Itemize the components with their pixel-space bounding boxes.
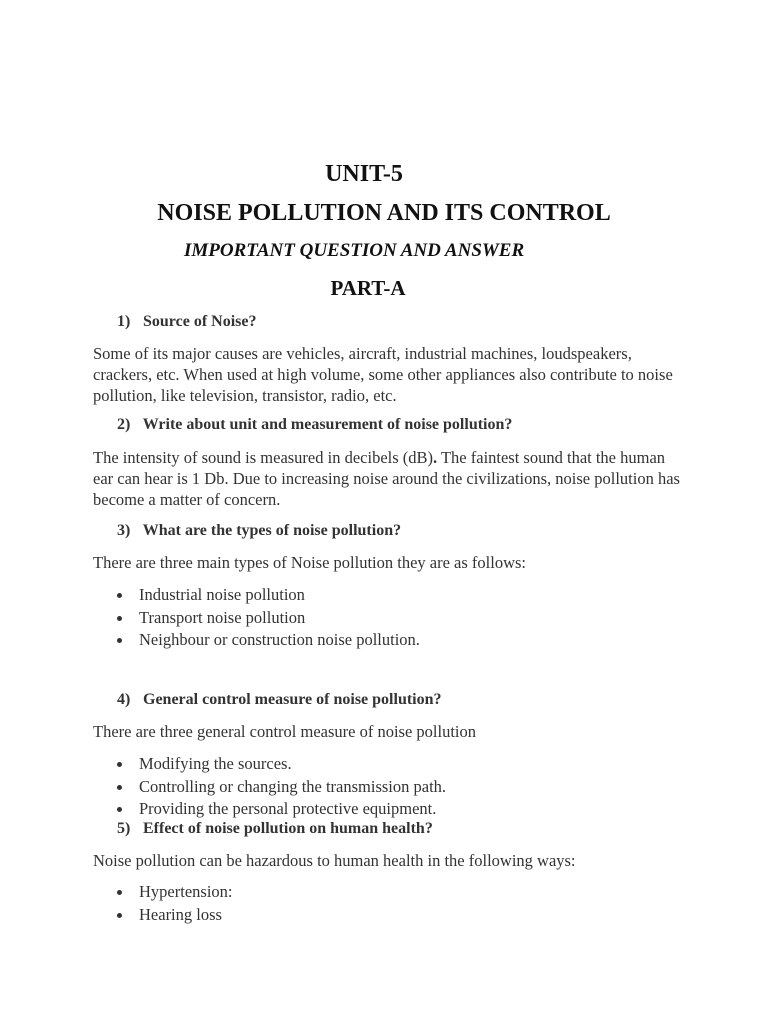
question-4 — [117, 691, 442, 709]
list-item — [117, 629, 420, 652]
list-item-text: Industrial noise pollution — [139, 585, 305, 604]
bullet-icon — [117, 807, 122, 812]
question-text: What are the types of noise pollution? — [142, 522, 402, 539]
list-item — [117, 607, 420, 630]
answer-4: There are three general control measure of noise pollution — [93, 722, 477, 741]
bullet-icon — [117, 890, 122, 895]
question-2 — [117, 416, 512, 434]
list-item-text: Transport noise pollution — [139, 607, 306, 627]
answer-4-list — [117, 753, 446, 821]
bullet-icon — [117, 762, 122, 767]
answer-3: There are three main types of Noise pollution they are as follows: — [93, 553, 526, 572]
question-number: 3) — [117, 522, 131, 539]
question-number: 1) — [117, 313, 131, 330]
list-item — [117, 776, 446, 799]
list-item-text: Hypertension: — [139, 882, 233, 901]
question-text: General control measure of noise pollution? — [143, 691, 442, 708]
bullet-icon — [117, 593, 122, 598]
list-item — [117, 584, 420, 607]
answer-5: Noise pollution can be hazardous to human health in the following ways: — [93, 851, 576, 870]
question-number: 2) — [117, 416, 131, 433]
list-item — [117, 904, 232, 927]
list-item-text: Hearing loss — [139, 904, 222, 924]
answer-2 — [93, 447, 689, 510]
list-item-text: Modifying the sources. — [139, 754, 292, 773]
question-number: 5) — [117, 820, 131, 837]
unit-heading: UNIT-5 — [325, 161, 403, 187]
answer-3-list — [117, 584, 420, 652]
question-3 — [117, 522, 401, 540]
document-subtitle: IMPORTANT QUESTION AND ANSWER — [184, 240, 525, 261]
list-item — [117, 881, 232, 904]
bullet-icon — [117, 616, 122, 621]
question-1 — [117, 313, 256, 331]
question-number: 4) — [117, 691, 131, 708]
bullet-icon — [117, 913, 122, 918]
answer-2-part-a: The intensity of sound is measured in decibels (dB) — [93, 448, 434, 467]
answer-5-list — [117, 881, 232, 926]
answer-2-part-b: The faintest sound that the human ear can hear is 1 Db. Due to increasing noise around the civilizations, noise pollution has become a matter of concern. — [93, 448, 680, 509]
list-item — [117, 798, 446, 821]
part-heading: PART-A — [330, 276, 406, 300]
question-5 — [117, 820, 433, 838]
question-text: Write about unit and measurement of noise pollution? — [142, 416, 513, 433]
bullet-icon — [117, 638, 122, 643]
answer-1: Some of its major causes are vehicles, aircraft, industrial machines, loudspeakers, crackers, etc. When used at high volume, some other appliances also contribute to noise pollution, like television, transistor, radio, etc. — [93, 344, 673, 405]
list-item-text: Controlling or changing the transmission path. — [139, 776, 447, 796]
question-text: Effect of noise pollution on human health? — [143, 820, 433, 837]
bullet-icon — [117, 785, 122, 790]
answer-2-dot: . — [433, 448, 438, 467]
list-item-text: Providing the personal protective equipment. — [139, 799, 437, 818]
document-title: NOISE POLLUTION AND ITS CONTROL — [157, 200, 611, 226]
list-item-text: Neighbour or construction noise pollution. — [139, 630, 420, 649]
question-text: Source of Noise? — [143, 313, 257, 330]
list-item — [117, 753, 446, 776]
